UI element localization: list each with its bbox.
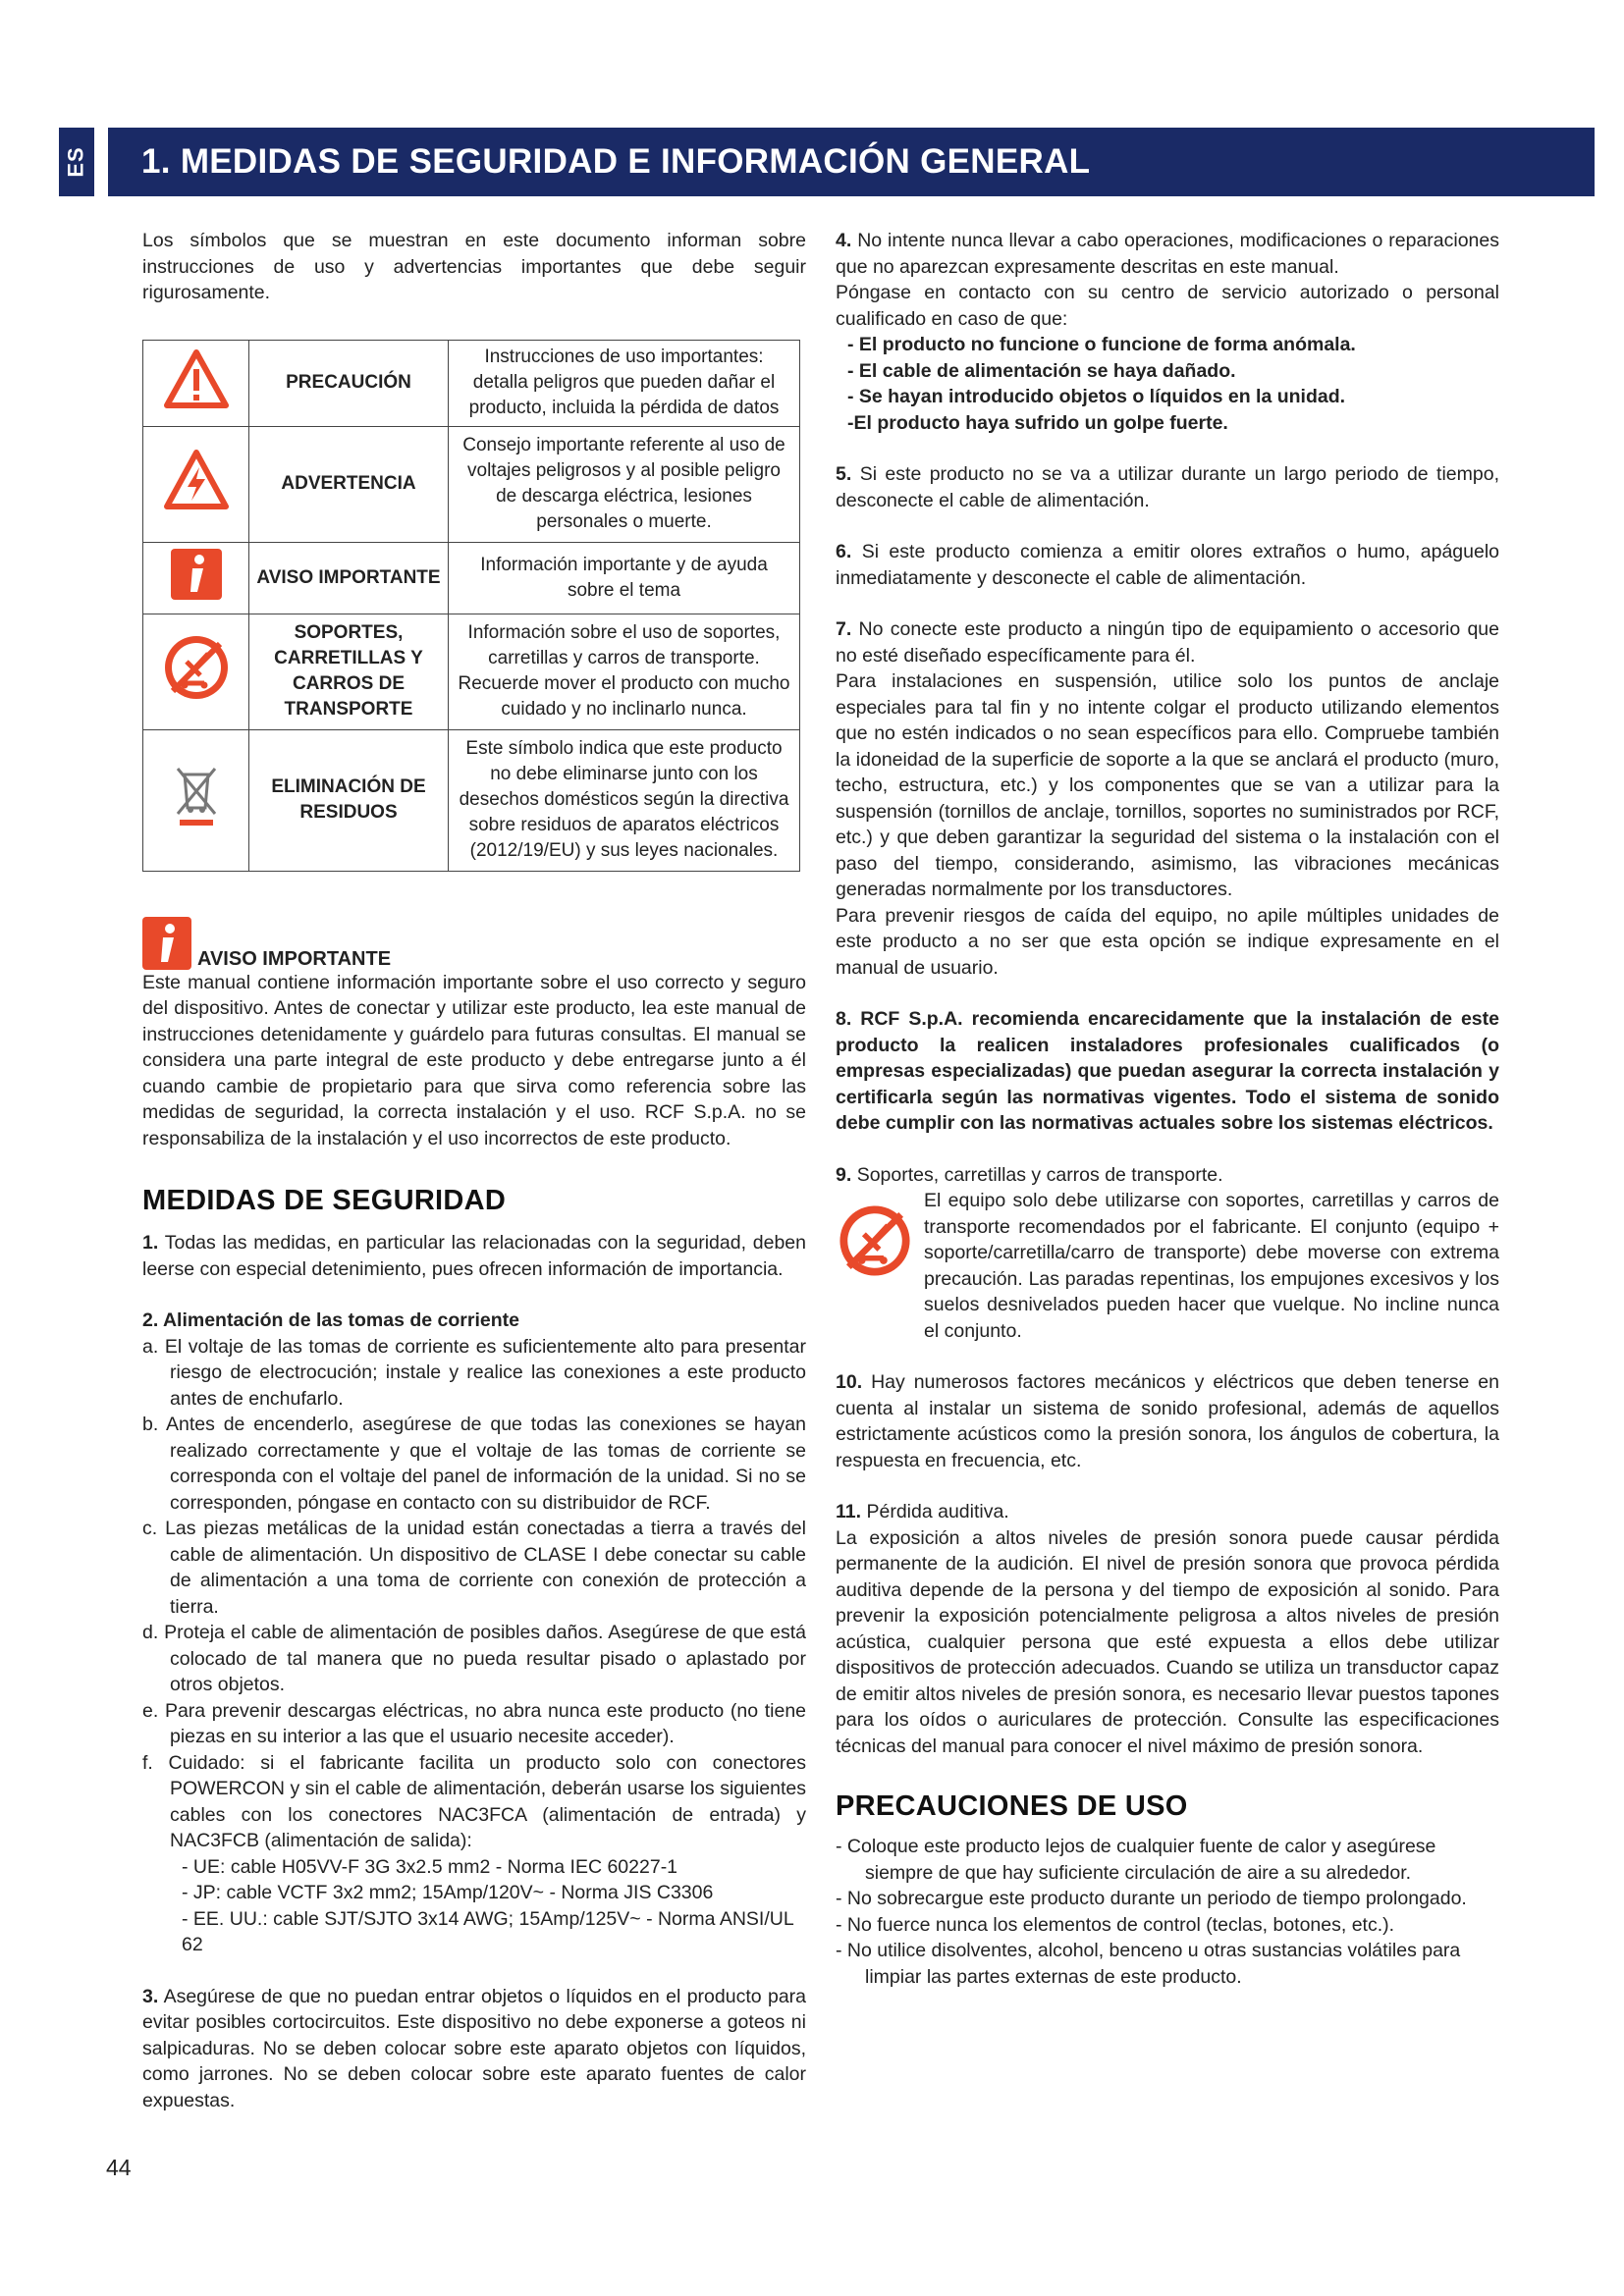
section-header bbox=[108, 128, 1595, 196]
crossed-bin-icon bbox=[174, 765, 219, 828]
item-text: Cuidado: si el fabricante facilita un producto solo con conectores POWERCON y sin el cable de alimentación, deberán usarse los siguientes cables con los conectores NAC3FCA (alimentación de entrada) y NAC3FCB (alimentación de salida): bbox=[168, 1751, 806, 1851]
p11-text: Pérdida auditiva. bbox=[866, 1501, 1009, 1522]
p10-number: 10. bbox=[836, 1371, 863, 1393]
table-row bbox=[143, 614, 800, 729]
electric-hazard-icon bbox=[164, 450, 229, 510]
medidas-p1 bbox=[142, 1230, 806, 1282]
item-text: Proteja el cable de alimentación de posibles daños. Asegúrese de que está colocado de tal manera que no pueda resultar pisado o aplastado por otros objetos. bbox=[164, 1622, 807, 1695]
list-item: - JP: cable VCTF 3x2 mm2; 15Amp/120V~ - Norma JIS C3306 bbox=[182, 1882, 714, 1903]
item-key: e. bbox=[142, 1699, 159, 1722]
cable-list bbox=[142, 1854, 806, 1958]
p10 bbox=[836, 1369, 1499, 1473]
p11b: La exposición a altos niveles de presión sonora puede causar pérdida permanente de la audición. El nivel de presión sonora que provoca pérdida auditiva depende de la persona y del tiempo de exposición al sonido. Para prevenir la exposición potencialmente peligrosa a altos niveles de presión acústica, cualquier persona que esté expuesta a ellos debe utilizar dispositivos de protección adecuados. Cuando se utiliza un transductor capaz de emitir altos niveles de presión sonora, es necesario llevar puestos tapones para los oídos o auriculares de protección. Consulte las especificaciones técnicas del manual para conocer el nivel máximo de presión sonora. bbox=[836, 1526, 1499, 1757]
p9-number: 9. bbox=[836, 1163, 852, 1186]
p4 bbox=[836, 228, 1499, 280]
symbol-label: ELIMINACIÓN DE RESIDUOS bbox=[249, 729, 449, 871]
icon-cell bbox=[143, 340, 249, 426]
symbol-label: SOPORTES, CARRETILLAS Y CARROS DE TRANSPORTE bbox=[249, 614, 449, 729]
item-key: f. bbox=[142, 1751, 153, 1774]
table-row bbox=[143, 542, 800, 614]
p9b: El equipo solo debe utilizarse con soportes, carretillas y carros de transporte recomendados por el fabricante. El conjunto (equipo + soporte/carretilla/carro de transporte) debe moverse con extrema precaución. Las paradas repentinas, los empujones excesivos y los suelos desnivelados pueden hacer que vuelque. No incline nunca el conjunto. bbox=[924, 1190, 1499, 1342]
list-item bbox=[142, 1412, 806, 1516]
icon-cell bbox=[143, 614, 249, 729]
list-item: -El producto haya sufrido un golpe fuerte. bbox=[847, 411, 1228, 434]
p2-list bbox=[142, 1334, 806, 1854]
table-row bbox=[143, 426, 800, 542]
p7-text: No conecte este producto a ningún tipo de equipamiento o accesorio que no esté diseñado específicamente para él. bbox=[836, 618, 1499, 667]
p9-text: Soportes, carretillas y carros de transporte. bbox=[856, 1163, 1223, 1186]
list-item bbox=[142, 1516, 806, 1620]
item-text: Las piezas metálicas de la unidad están conectadas a tierra a través del cable de alimentación. Un dispositivo de CLASE I debe conectar su cable de alimentación a una toma de corriente con conexión de protección a tierra. bbox=[165, 1518, 806, 1618]
p5 bbox=[836, 461, 1499, 513]
list-item: - EE. UU.: cable SJT/SJTO 3x14 AWG; 15Amp/125V~ - Norma ANSI/UL 62 bbox=[182, 1907, 793, 1955]
warning-triangle-icon bbox=[164, 349, 229, 408]
symbol-description: Consejo importante referente al uso de voltajes peligrosos y al posible peligro de descarga eléctrica, lesiones personales o muerte. bbox=[449, 426, 800, 542]
language-tab bbox=[59, 128, 94, 196]
item-text: Para prevenir descargas eléctricas, no abra nunca este producto (no tiene piezas en su interior a las que el usuario necesite acceder). bbox=[164, 1699, 807, 1747]
p7b: Para instalaciones en suspensión, utilice solo los puntos de anclaje especiales para tal fin y no intente colgar el producto utilizando elementos que no estén indicados o no sean específicos para ello. Compruebe también la idoneidad de la superficie de soporte a la que se anclará el producto (muro, techo, estructura, etc.) y los componentes que se van a utilizar para la suspensión (tornillos de anclaje, tornillos, soportes no suministrados por RCF, etc.) y que deben garantizar la seguridad del sistema o la instalación con el paso del tiempo, considerando, asimismo, las vibraciones mecánicas generadas normalmente por los transductores. bbox=[836, 670, 1499, 900]
p7-number: 7. bbox=[836, 618, 852, 640]
list-item: - Coloque este producto lejos de cualquier fuente de calor y asegúrese siempre de que hay suficiente circulación de aire a su alrededor. bbox=[836, 1836, 1436, 1884]
symbols-table bbox=[142, 340, 800, 872]
precauciones-heading: PRECAUCIONES DE USO bbox=[836, 1790, 1188, 1822]
p9 bbox=[836, 1162, 1499, 1189]
p5-text: Si este producto no se va a utilizar durante un largo periodo de tiempo, desconecte el cable de alimentación. bbox=[836, 463, 1500, 511]
item-text: Antes de encenderlo, asegúrese de que todas las conexiones se hayan realizado correctamente y que el voltaje de las tomas de corriente se corresponda con el voltaje del panel de información de la unidad. Si no se corresponden, póngase en contacto con su distribuidor de RCF. bbox=[166, 1414, 806, 1514]
p10-text: Hay numerosos factores mecánicos y eléctricos que deben tenerse en cuenta al instalar un sistema de sonido profesional, además de aquellos estrictamente acústicos como la presión sonora, los ángulos de cobertura, la respuesta en frecuencia, etc. bbox=[836, 1371, 1500, 1471]
list-item: - No utilice disolventes, alcohol, benceno u otras sustancias volátiles para limpiar las partes externas de este producto. bbox=[836, 1940, 1461, 1988]
cart-tipover-icon bbox=[836, 1201, 914, 1280]
p8: 8. RCF S.p.A. recomienda encarecidamente que la instalación de este producto la realicen instaladores profesionales cualificados (o empresas especializadas) que puedan asegurar la correcta instalación y certificarla según las normativas vigentes. Todo el sistema de sonido debe cumplir con las normativas actuales sobre los sistemas eléctricos. bbox=[836, 1008, 1499, 1134]
list-item bbox=[142, 1334, 806, 1413]
p7c: Para prevenir riesgos de caída del equipo, no apile múltiples unidades de este producto a no ser que esta opción se indique expresamente en el manual de usuario. bbox=[836, 904, 1499, 979]
p4b: Póngase en contacto con su centro de servicio autorizado o personal cualificado en caso de que: bbox=[836, 282, 1499, 330]
page-title: 1. MEDIDAS DE SEGURIDAD E INFORMACIÓN GENERAL bbox=[141, 142, 1091, 181]
item-key: a. bbox=[142, 1335, 159, 1358]
p4-number: 4. bbox=[836, 230, 852, 251]
symbol-description: Información importante y de ayuda sobre el tema bbox=[449, 542, 800, 614]
right-column bbox=[836, 228, 1499, 1990]
p7 bbox=[836, 616, 1499, 668]
list-item bbox=[142, 1698, 806, 1750]
list-item: - No sobrecargue este producto durante un periodo de tiempo prolongado. bbox=[836, 1888, 1467, 1909]
p5-number: 5. bbox=[836, 463, 852, 485]
precauciones-list bbox=[836, 1834, 1499, 1990]
list-item: - El producto no funcione o funcione de forma anómala. bbox=[847, 334, 1356, 355]
left-column bbox=[142, 228, 806, 2113]
symbol-label: ADVERTENCIA bbox=[249, 426, 449, 542]
p3-number: 3. bbox=[142, 1985, 159, 2007]
p6 bbox=[836, 539, 1499, 591]
language-tab-label: ES bbox=[63, 146, 88, 178]
medidas-heading: MEDIDAS DE SEGURIDAD bbox=[142, 1185, 507, 1216]
list-item: - No fuerce nunca los elementos de control (teclas, botones, etc.). bbox=[836, 1913, 1395, 1936]
item-key: b. bbox=[142, 1414, 159, 1435]
p1-text: Todas las medidas, en particular las relacionadas con la seguridad, deben leerse con especial detenimiento, pues ofrecen información de importancia. bbox=[142, 1232, 806, 1280]
item-key: c. bbox=[142, 1518, 158, 1539]
symbol-description: Información sobre el uso de soportes, carretillas y carros de transporte. Recuerde mover el producto con mucho cuidado y no inclinarlo nunca. bbox=[449, 614, 800, 729]
aviso-heading bbox=[142, 917, 806, 970]
p1-number: 1. bbox=[142, 1232, 159, 1254]
icon-cell bbox=[143, 542, 249, 614]
medidas-p3 bbox=[142, 1984, 806, 2114]
icon-cell bbox=[143, 729, 249, 871]
list-item: - El cable de alimentación se haya dañado. bbox=[847, 359, 1236, 382]
symbol-label: PRECAUCIÓN bbox=[249, 340, 449, 426]
symbol-description: Instrucciones de uso importantes: detalla peligros que pueden dañar el producto, incluida la pérdida de datos bbox=[449, 340, 800, 426]
intro-text: Los símbolos que se muestran en este documento informan sobre instrucciones de uso y advertencias importantes que debe seguir rigurosamente. bbox=[142, 230, 806, 303]
p4-text: No intente nunca llevar a cabo operaciones, modificaciones o reparaciones que no aparezcan expresamente descritas en este manual. bbox=[836, 230, 1499, 278]
p9-block bbox=[836, 1188, 1499, 1344]
item-text: El voltaje de las tomas de corriente es suficientemente alto para presentar riesgo de electrocución; instale y realice las conexiones a este producto antes de enchufarlo. bbox=[164, 1335, 806, 1410]
p6-number: 6. bbox=[836, 541, 852, 562]
p4-list bbox=[836, 332, 1499, 436]
icon-cell bbox=[143, 426, 249, 542]
list-item: - Se hayan introducido objetos o líquidos en la unidad. bbox=[847, 386, 1346, 407]
p11 bbox=[836, 1499, 1499, 1525]
aviso-title: AVISO IMPORTANTE bbox=[197, 947, 392, 970]
item-key: d. bbox=[142, 1622, 159, 1643]
p11-number: 11. bbox=[836, 1501, 862, 1522]
cart-tipover-icon bbox=[161, 632, 232, 703]
symbol-description: Este símbolo indica que este producto no debe eliminarse junto con los desechos domésticos según la directiva sobre residuos de aparatos eléctricos (2012/19/EU) y sus leyes nacionales. bbox=[449, 729, 800, 871]
info-icon bbox=[171, 549, 222, 600]
aviso-text: Este manual contiene información importante sobre el uso correcto y seguro del dispositivo. Antes de conectar y utilizar este producto, lea este manual de instrucciones detenidamente y guárdelo para futuras consultas. El manual se considera una parte integral de este producto y debe entregarse junto a él cuando cambie de propietario para que sirva como referencia sobre las medidas de seguridad, la correcta instalación y el uso. RCF S.p.A. no se responsabiliza de la instalación y el uso incorrectos de este producto. bbox=[142, 971, 806, 1149]
list-item bbox=[142, 1620, 806, 1698]
info-icon bbox=[142, 917, 191, 970]
medidas-p2-title: 2. Alimentación de las tomas de corriente bbox=[142, 1309, 519, 1331]
table-row bbox=[143, 729, 800, 871]
list-item bbox=[142, 1750, 806, 1854]
symbol-label: AVISO IMPORTANTE bbox=[249, 542, 449, 614]
p3-text: Asegúrese de que no puedan entrar objetos o líquidos en el producto para evitar posibles cortocircuitos. Este dispositivo no debe exponerse a goteos ni salpicaduras. No se deben colocar sobre este aparato objetos con líquidos, como jarrones. No se deben colocar sobre este aparato fuentes de calor expuestas. bbox=[142, 1985, 806, 2111]
table-row bbox=[143, 340, 800, 426]
list-item: - UE: cable H05VV-F 3G 3x2.5 mm2 - Norma IEC 60227-1 bbox=[182, 1855, 678, 1878]
page-number: 44 bbox=[106, 2155, 132, 2180]
p6-text: Si este producto comienza a emitir olores extraños o humo, apáguelo inmediatamente y desconecte el cable de alimentación. bbox=[836, 541, 1500, 589]
